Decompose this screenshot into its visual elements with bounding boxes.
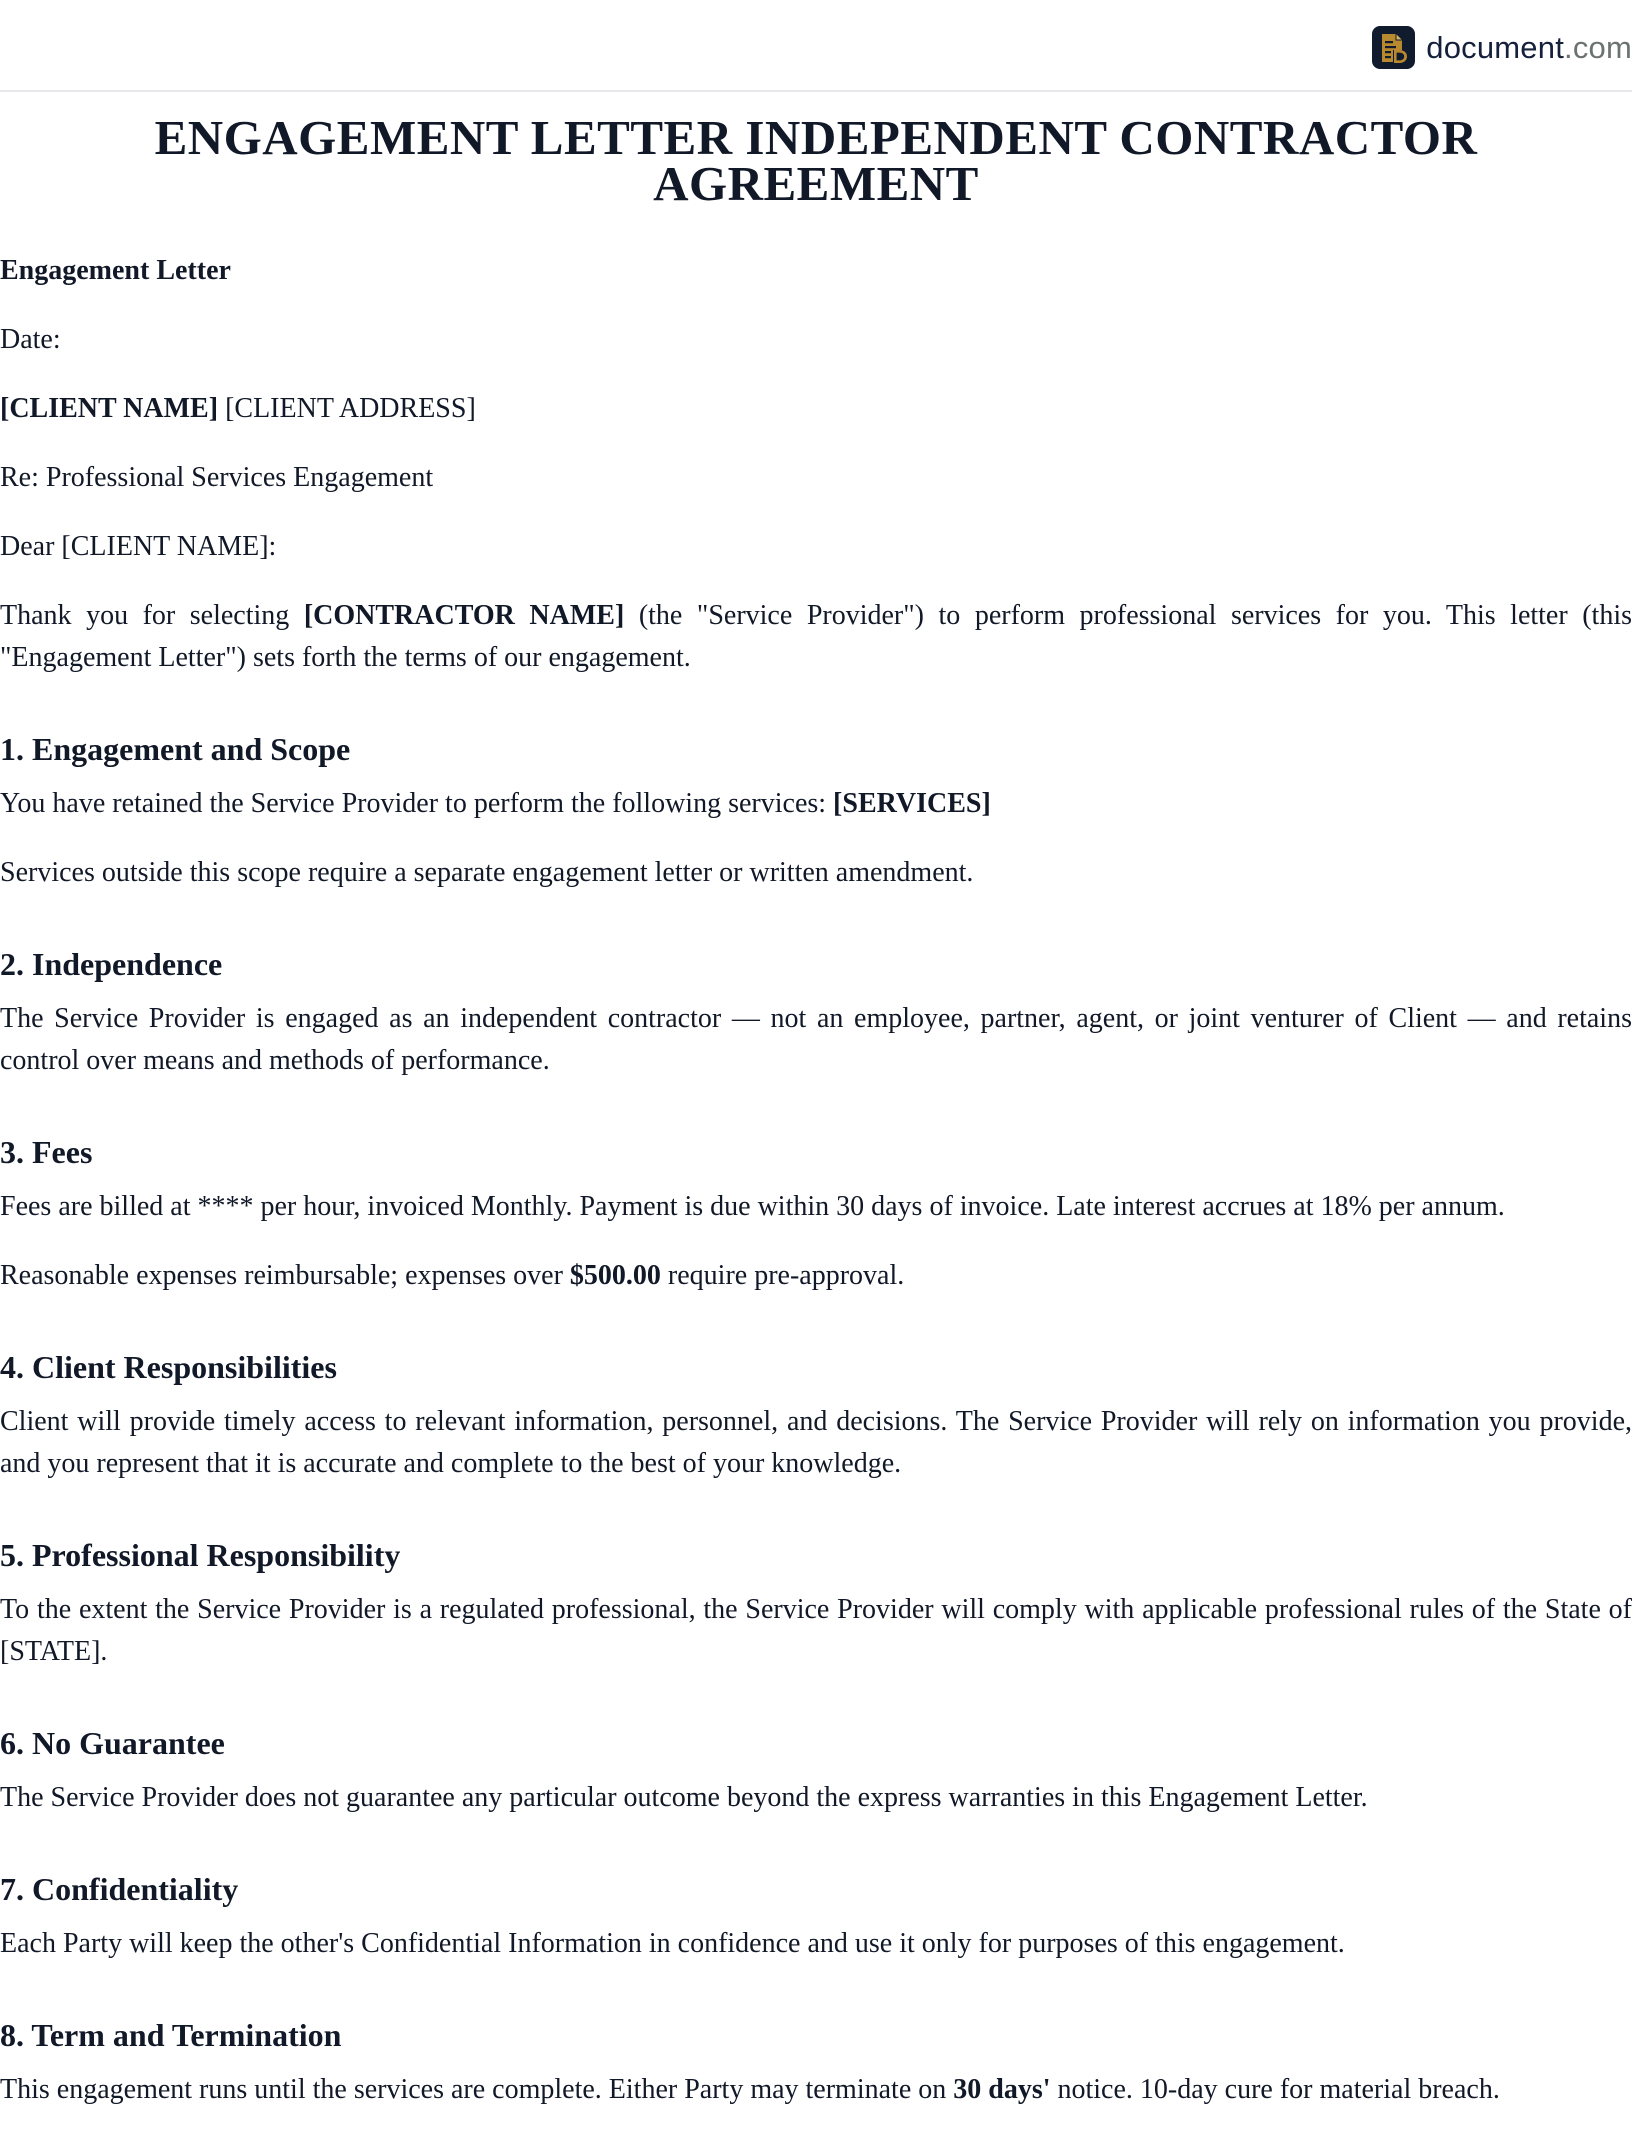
section-heading: 5. Professional Responsibility bbox=[0, 1537, 401, 1573]
document-d-glyph-icon bbox=[1378, 32, 1410, 64]
section-heading: 7. Confidentiality bbox=[0, 1871, 239, 1907]
intro-text-after: (the "Service Provider") to perform professional services for you. This letter (this "Engagement Letter") sets forth the terms of our engagement. bbox=[0, 600, 1632, 673]
section-independence bbox=[0, 943, 1632, 1082]
section-heading: 6. No Guarantee bbox=[0, 1725, 225, 1761]
section-engagement-scope bbox=[0, 728, 1632, 894]
intro-paragraph bbox=[0, 595, 1632, 679]
contractor-name: [CONTRACTOR NAME] bbox=[303, 600, 625, 631]
section-heading: 1. Engagement and Scope bbox=[0, 731, 351, 767]
section-paragraph: Each Party will keep the other's Confidential Information in confidence and use it only for purposes of this engagement. bbox=[0, 1928, 1345, 1959]
date-line: Date: bbox=[0, 324, 61, 355]
section-paragraph: The Service Provider is engaged as an independent contractor — not an employee, partner, agent, or joint venturer of Client — and retains control over means and methods of performance. bbox=[0, 1003, 1632, 1076]
site-header bbox=[0, 0, 1632, 92]
section-heading: 3. Fees bbox=[0, 1134, 93, 1170]
intro-text-before: Thank you for selecting bbox=[0, 600, 304, 631]
brand-tld: .com bbox=[1564, 30, 1632, 65]
client-name: [CLIENT NAME] bbox=[0, 393, 219, 424]
letter-heading: Engagement Letter bbox=[0, 255, 231, 286]
section-paragraph bbox=[0, 2069, 1632, 2111]
section-paragraph bbox=[0, 783, 1632, 825]
section-paragraph bbox=[0, 1255, 1632, 1297]
brand-name: document bbox=[1426, 30, 1565, 65]
section-paragraph: To the extent the Service Provider is a regulated professional, the Service Provider will comply with applicable professional rules of the State of [STATE]. bbox=[0, 1594, 1632, 1667]
client-address: [CLIENT ADDRESS] bbox=[218, 393, 476, 424]
expense-threshold: $500.00 bbox=[569, 1260, 661, 1291]
services-placeholder: [SERVICES] bbox=[833, 788, 991, 819]
page-title: ENGAGEMENT LETTER INDEPENDENT CONTRACTOR AGREEMENT bbox=[154, 110, 1478, 211]
document-body bbox=[0, 92, 1632, 2138]
section-fees bbox=[0, 1131, 1632, 1297]
notice-period: 30 days' bbox=[953, 2074, 1051, 2105]
section-paragraph: The Service Provider does not guarantee any particular outcome beyond the express warranties in this Engagement Letter. bbox=[0, 1782, 1368, 1813]
section-paragraph: Client will provide timely access to relevant information, personnel, and decisions. The Service Provider will rely on information you provide, and you represent that it is accurate and complete to the best of your knowledge. bbox=[0, 1406, 1632, 1479]
document-logo-icon bbox=[1372, 26, 1415, 69]
section-heading: 8. Term and Termination bbox=[0, 2017, 342, 2053]
section-term-termination bbox=[0, 2014, 1632, 2111]
paragraph-text: Reasonable expenses reimbursable; expenses over bbox=[0, 1260, 570, 1291]
salutation: Dear [CLIENT NAME]: bbox=[0, 531, 277, 562]
section-professional-responsibility bbox=[0, 1534, 1632, 1673]
paragraph-text: You have retained the Service Provider to perform the following services: bbox=[0, 788, 834, 819]
section-client-responsibilities bbox=[0, 1346, 1632, 1485]
brand-logo-link[interactable] bbox=[1372, 26, 1632, 69]
section-paragraph: Fees are billed at **** per hour, invoiced Monthly. Payment is due within 30 days of invoice. Late interest accrues at 18% per annum. bbox=[0, 1191, 1505, 1222]
paragraph-text: notice. 10-day cure for material breach. bbox=[1050, 2074, 1500, 2105]
section-paragraph: Services outside this scope require a separate engagement letter or written amendment. bbox=[0, 857, 974, 888]
paragraph-text: require pre-approval. bbox=[660, 1260, 905, 1291]
section-heading: 2. Independence bbox=[0, 946, 223, 982]
section-confidentiality bbox=[0, 1868, 1632, 1965]
section-heading: 4. Client Responsibilities bbox=[0, 1349, 337, 1385]
brand-wordmark bbox=[1426, 26, 1632, 69]
re-line: Re: Professional Services Engagement bbox=[0, 462, 434, 493]
section-no-guarantee bbox=[0, 1722, 1632, 1819]
client-block bbox=[0, 388, 1632, 430]
paragraph-text: This engagement runs until the services are complete. Either Party may terminate on bbox=[0, 2074, 954, 2105]
